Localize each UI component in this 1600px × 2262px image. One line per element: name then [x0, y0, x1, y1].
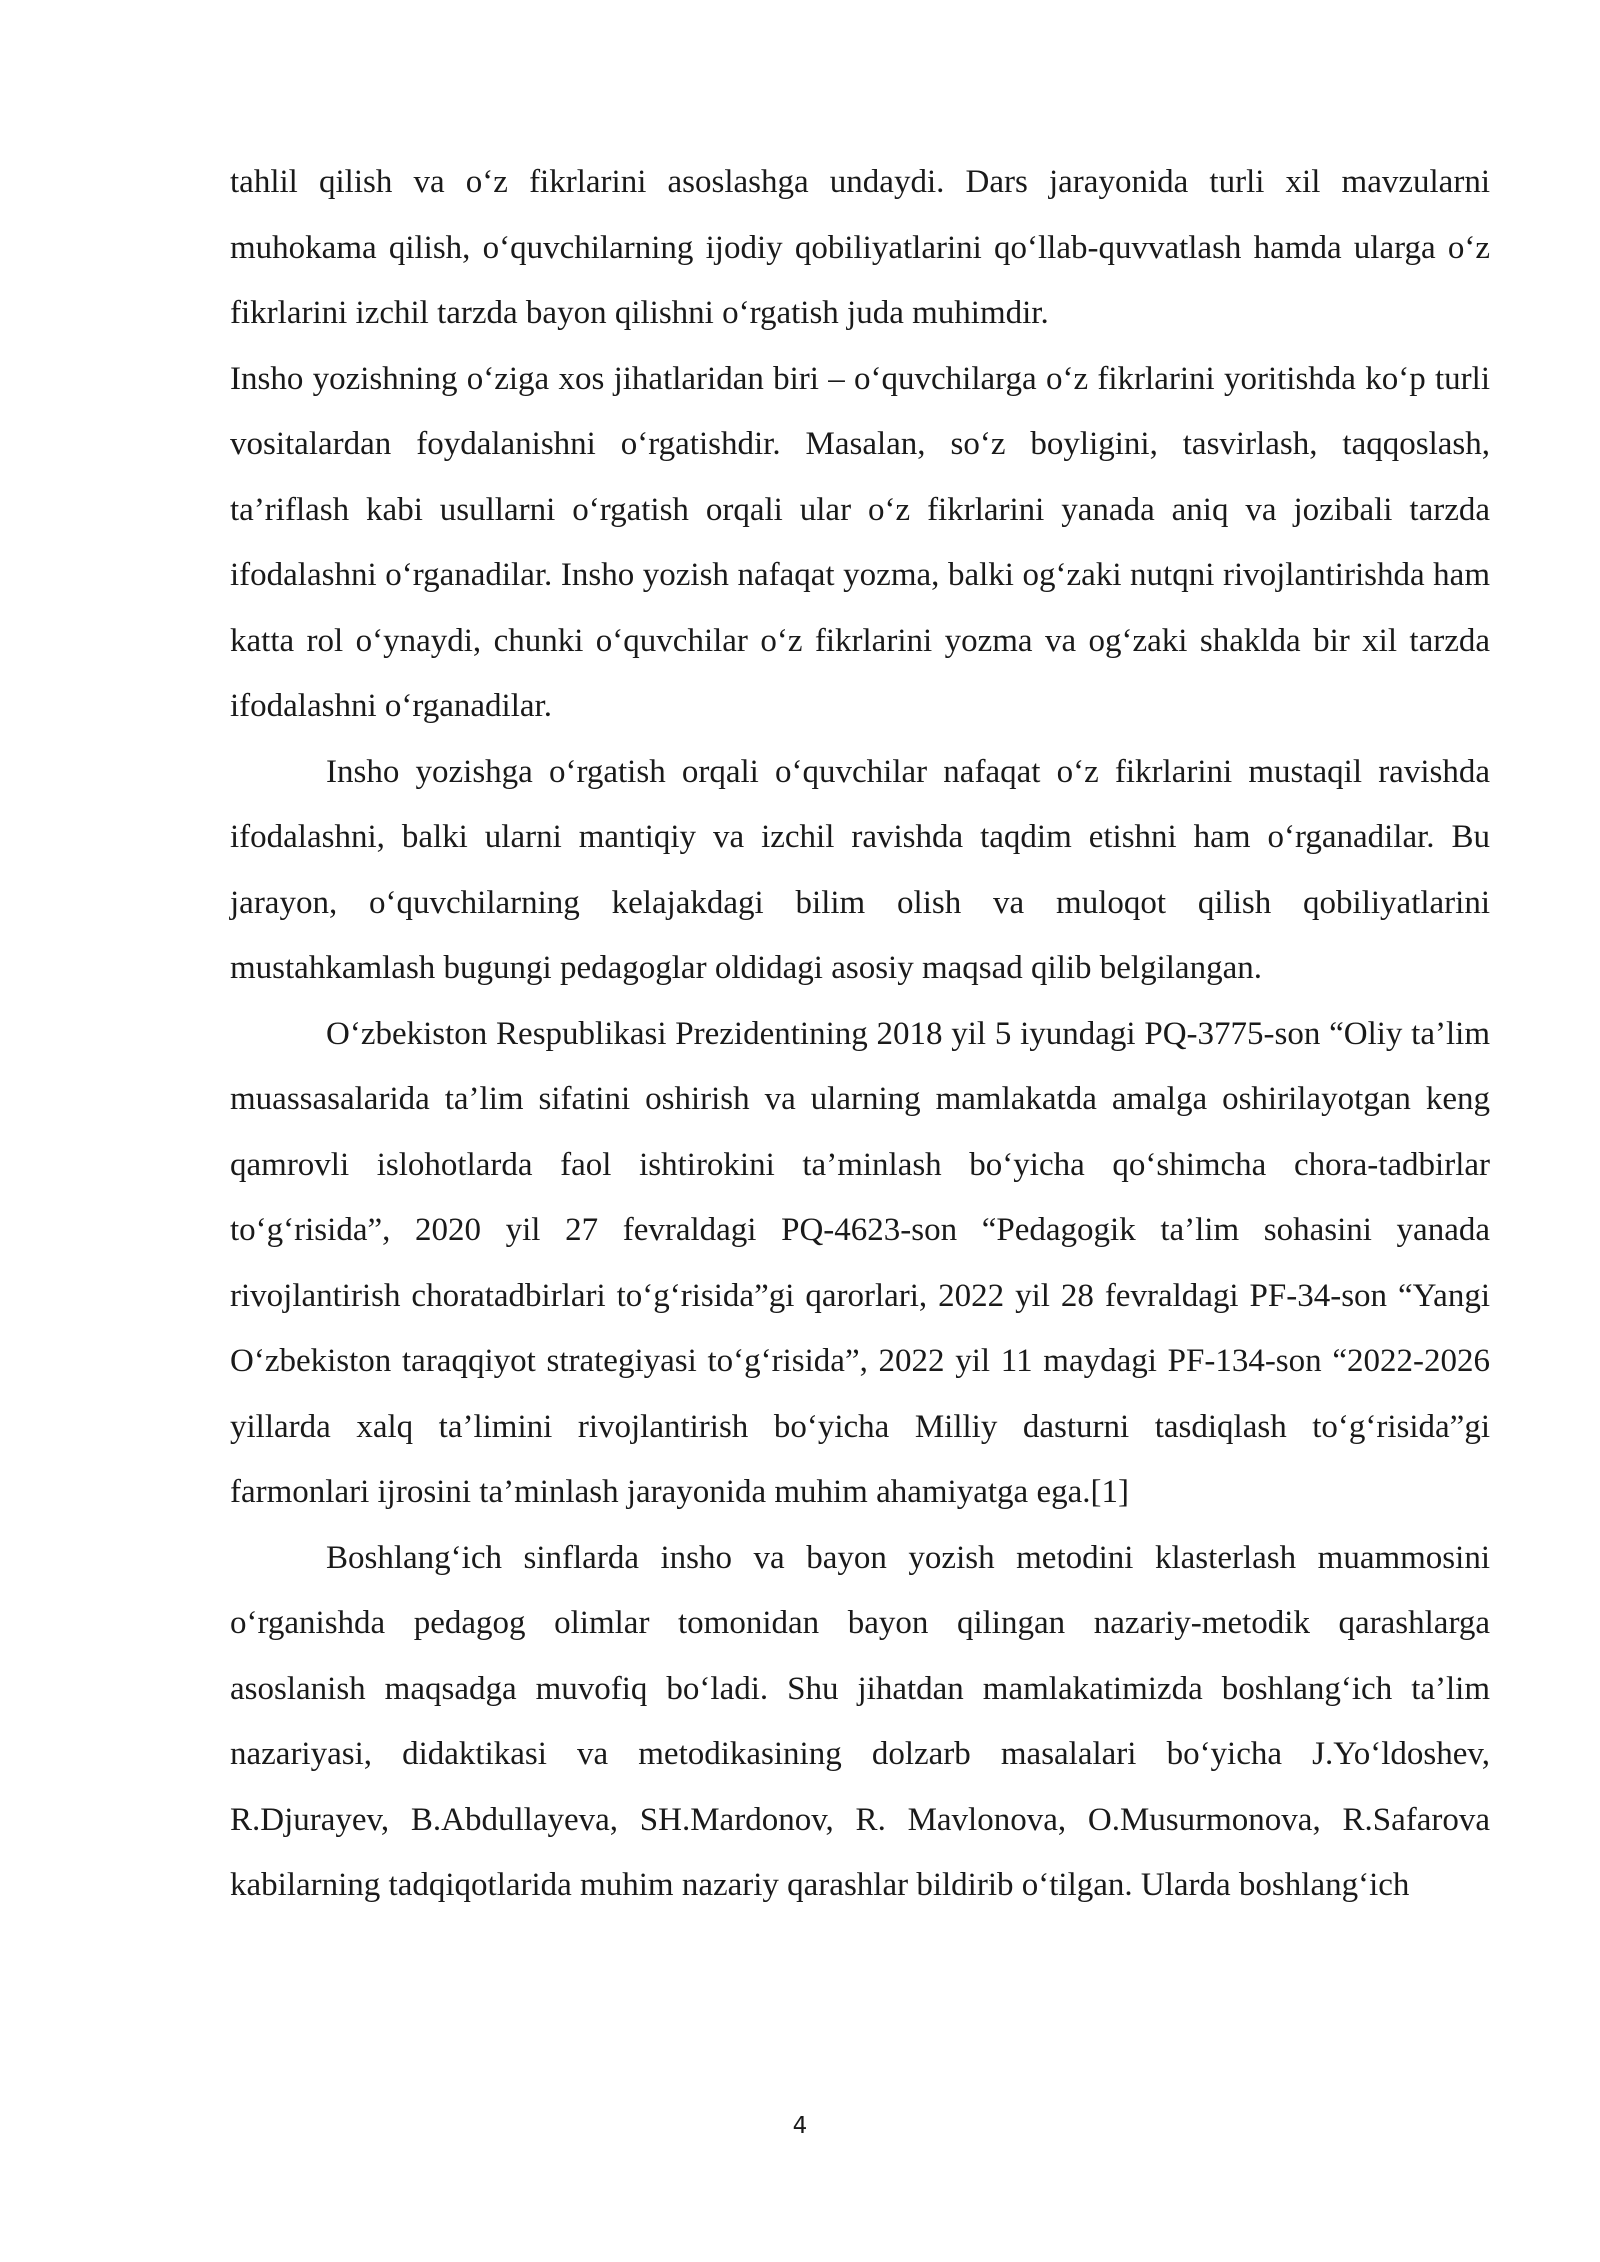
page-number: 4 [792, 2113, 808, 2139]
paragraph-2: Insho yozishning o‘ziga xos jihatlaridan biri – o‘quvchilarga o‘z fikrlarini yoritishda ko‘p turli vositalardan foydalanishni o‘rgatishdir. Masalan, so‘z boyligini, tasvirlash, taqqoslash, ta’riflash kabi usullarni o‘rgatish orqali ular o‘z fikrlarini yanada aniq va jozibali tarzda ifodalashni o‘rganadilar. Insho yozish nafaqat yozma, balki og‘zaki nutqni rivojlantirishda ham katta rol o‘ynaydi, chunki o‘quvchilar o‘z fikrlarini yozma va og‘zaki shaklda bir xil tarzda ifodalashni o‘rganadilar. [230, 360, 1490, 724]
paragraph-1: tahlil qilish va o‘z fikrlarini asoslashga undaydi. Dars jarayonida turli xil mavzularni muhokama qilish, o‘quvchilarning ijodiy qobiliyatlarini qo‘llab-quvvatlash hamda ularga o‘z fikrlarini izchil tarzda bayon qilishni o‘rgatish juda muhimdir. [230, 164, 1490, 331]
paragraph-3: Insho yozishga o‘rgatish orqali o‘quvchilar nafaqat o‘z fikrlarini mustaqil ravishda ifodalashni, balki ularni mantiqiy va izchil ravishda taqdim etishni ham o‘rganadilar. Bu jarayon, o‘quvchilarning kelajakdagi bilim olish va muloqot qilish qobiliyatlarini mustahkamlash bugungi pedagoglar oldidagi asosiy maqsad qilib belgilangan. [230, 753, 1490, 986]
body-text [230, 150, 1490, 1919]
paragraph-4: O‘zbekiston Respublikasi Prezidentining 2018 yil 5 iyundagi PQ-3775-son “Oliy ta’lim muassasalarida ta’lim sifatini oshirish va ularning mamlakatda amalga oshirilayotgan keng qamrovli islohotlarda faol ishtirokini ta’minlash bo‘yicha qo‘shimcha chora-tadbirlar to‘g‘risida”, 2020 yil 27 fevraldagi PQ-4623-son “Pedagogik ta’lim sohasini yanada rivojlantirish choratadbirlari to‘g‘risida”gi qarorlari, 2022 yil 28 fevraldagi PF-34-son “Yangi O‘zbekiston taraqqiyot strategiyasi to‘g‘risida”, 2022 yil 11 maydagi PF-134-son “2022-2026 yillarda xalq ta’limini rivojlantirish bo‘yicha Milliy dasturni tasdiqlash to‘g‘risida”gi farmonlari ijrosini ta’minlash jarayonida muhim ahamiyatga ega.[1] [230, 1015, 1490, 1510]
paragraph-5: Boshlang‘ich sinflarda insho va bayon yozish metodini klasterlash muammosini o‘rganishda pedagog olimlar tomonidan bayon qilingan nazariy-metodik qarashlarga asoslanish maqsadga muvofiq bo‘ladi. Shu jihatdan mamlakatimizda boshlang‘ich ta’lim nazariyasi, didaktikasi va metodikasining dolzarb masalalari bo‘yicha J.Yo‘ldoshev, R.Djurayev, B.Abdullayeva, SH.Mardonov, R. Mavlonova, O.Musurmonova, R.Safarova kabilarning tadqiqotlarida muhim nazariy qarashlar bildirib o‘tilgan. Ularda boshlang‘ich [230, 1539, 1490, 1903]
